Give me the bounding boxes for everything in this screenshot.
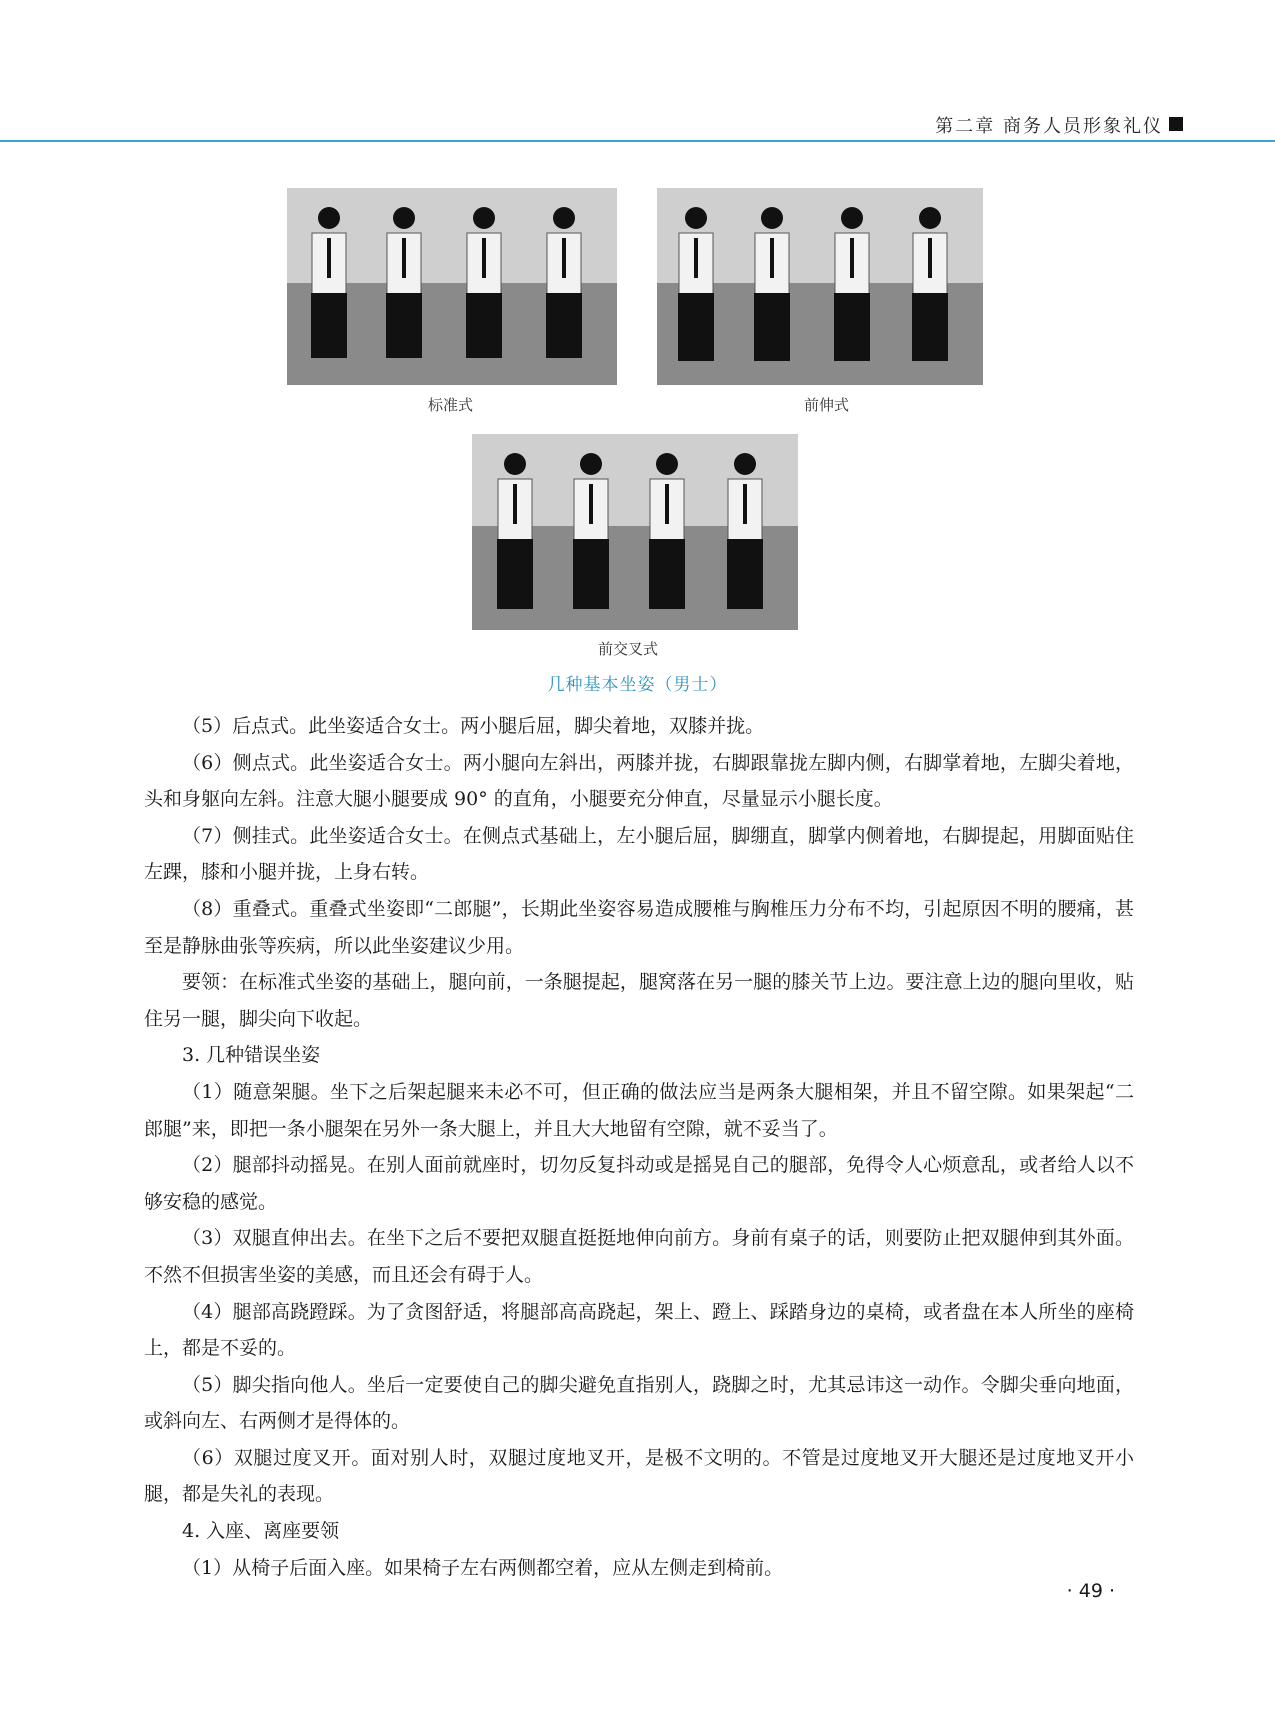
paragraph: （3）双腿直伸出去。在坐下之后不要把双腿直挺挺地伸向前方。身前有桌子的话，则要防止把双腿伸到其外面。不然不但损害坐姿的美感，而且还会有碍于人。 <box>144 1227 1134 1286</box>
chapter-title: 第二章 商务人员形象礼仪 <box>935 116 1163 137</box>
paragraph: （8）重叠式。重叠式坐姿即“二郎腿”，长期此坐姿容易造成腰椎与胸椎压力分布不均，引起原因不明的腰痛，甚至是静脉曲张等疾病，所以此坐姿建议少用。 <box>144 897 1134 957</box>
photo-standard-posture <box>287 188 617 385</box>
paragraph: （2）腿部抖动摇晃。在别人面前就座时，切勿反复抖动或是摇晃自己的腿部，免得令人心烦意乱，或者给人以不够安稳的感觉。 <box>144 1154 1134 1213</box>
header-square-mark <box>1169 117 1183 131</box>
paragraph: （5）脚尖指向他人。坐后一定要使自己的脚尖避免直指别人，跷脚之时，尤其忌讳这一动作。令脚尖垂向地面，或斜向左、右两侧才是得体的。 <box>144 1373 1134 1433</box>
paragraph: （4）腿部高跷蹬踩。为了贪图舒适，将腿部高高跷起，架上、蹬上、踩踏身边的桌椅，或者盘在本人所坐的座椅上，都是不妥的。 <box>144 1300 1134 1360</box>
header-rule <box>0 140 1275 142</box>
section-heading: 3. 几种错误坐姿 <box>182 1044 321 1067</box>
paragraph: （1）随意架腿。坐下之后架起腿来未必不可，但正确的做法应当是两条大腿相架，并且不留空隙。如果架起“二郎腿”来，即把一条小腿架在另外一条大腿上，并且大大地留有空隙，就不妥当了。 <box>144 1080 1134 1140</box>
photo-forward-posture <box>657 188 983 385</box>
page-header <box>0 0 1275 142</box>
paragraph: （6）双腿过度叉开。面对别人时，双腿过度地叉开，是极不文明的。不管是过度地叉开大腿还是过度地叉开小腿，都是失礼的表现。 <box>144 1446 1134 1506</box>
paragraph: （7）侧挂式。此坐姿适合女士。在侧点式基础上，左小腿后屈，脚绷直，脚掌内侧着地，右脚提起，用脚面贴住左踝，膝和小腿并拢，上身右转。 <box>144 824 1134 884</box>
photo-caption-standard: 标准式 <box>428 396 474 414</box>
paragraph: （5）后点式。此坐姿适合女士。两小腿后屈，脚尖着地，双膝并拢。 <box>182 715 765 737</box>
section-heading: 4. 入座、离座要领 <box>182 1520 340 1543</box>
page-number: · 49 · <box>1066 1580 1115 1602</box>
photo-cross-posture <box>472 434 798 630</box>
photo-caption-forward: 前伸式 <box>804 396 850 414</box>
figure-caption: 几种基本坐姿（男士） <box>547 675 728 695</box>
paragraph: （1）从椅子后面入座。如果椅子左右两侧都空着，应从左侧走到椅前。 <box>182 1556 784 1579</box>
paragraph: 要领：在标准式坐姿的基础上，腿向前，一条腿提起，腿窝落在另一腿的膝关节上边。要注意上边的腿向里收，贴住另一腿，脚尖向下收起。 <box>144 971 1134 1030</box>
paragraph: （6）侧点式。此坐姿适合女士。两小腿向左斜出，两膝并拢，右脚跟靠拢左脚内侧，右脚掌着地，左脚尖着地，头和身躯向左斜。注意大腿小腿要成 90° 的直角，小腿要充分伸直，尽量显示小腿长度。 <box>144 751 1134 811</box>
photo-caption-cross: 前交叉式 <box>598 640 659 658</box>
body-text <box>144 708 1134 1586</box>
